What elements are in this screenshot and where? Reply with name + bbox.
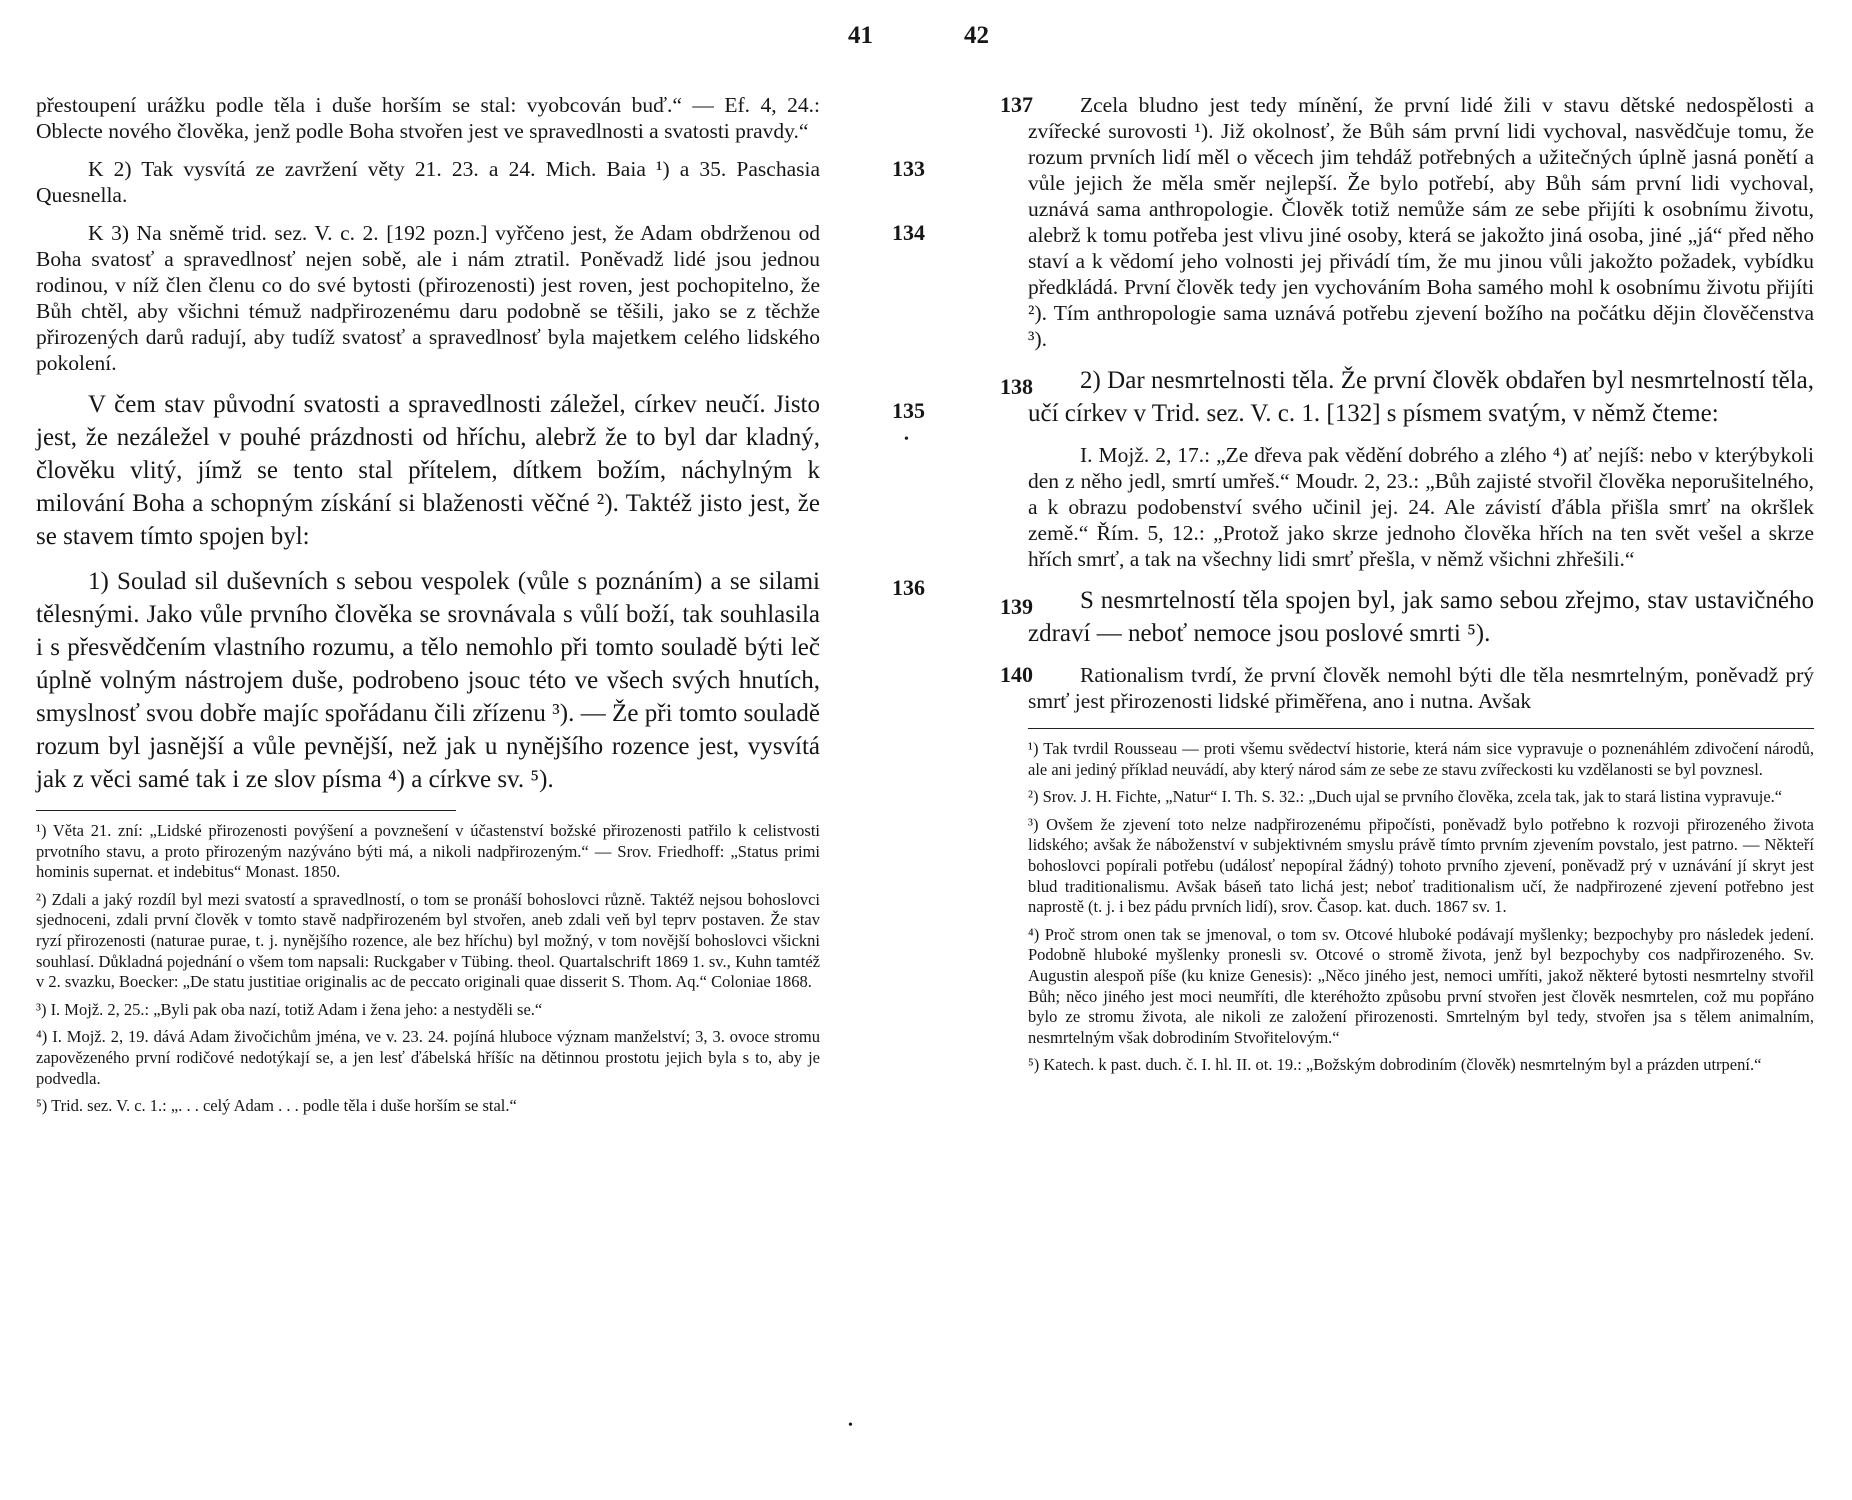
paragraph-quote [1028, 442, 1814, 572]
footnote: ²) Zdali a jaký rozdíl byl mezi svatostí a spravedlností, o tom se pronáší bohoslovci různě. Taktéž nejsou bohoslovci sjednoceni, zdali první člověk v tomto stavě nadpřirozeném byl stvořen, aneb zdali veň byl teprv postaven. Že stav ryzí přirozenosti (naturae purae, t. j. nynějšího rozence, ale bez hříchu) byl možný, v tom novější bohoslovci všickni souhlasí. Důkladná pojednání o všem tom napsali: Ruckgaber v Tübing. theol. Quartalschrift 1869 1. sv., Kuhn tamtéž v 2. svazku, Boecker: „De statu justitiae originalis ac de peccato originali quae disserit S. Thom. Aq.“ Coloniae 1868. [36, 889, 820, 992]
footnote: ³) Ovšem že zjevení toto nelze nadpřirozenému připočísti, poněvadž bylo potřebno k rozvoji přirozeného života lidského; avšak že náboženství v subjektivném smyslu právě tímto prvním zjevením povstalo, jest patrno. — Někteří bohoslovci popírali potřebu (událosť nepopíral žádný) tohoto prvního zjevení, poněvadž prý v uznávání jí skryt jest blud traditionalismu. Avšak báseň tato lichá jest; neboť traditionalism učí, že nadpřirozené zjevení potřebno jest naprostě (t. j. i bez pádu prvních lidí), srov. Časop. kat. duch. 1867 sv. 1. [1028, 814, 1814, 917]
paragraph-140 [1000, 662, 1814, 714]
page-number-left: 41 [848, 22, 873, 49]
ink-speck: • [904, 432, 909, 447]
page-number-right: 42 [964, 22, 989, 49]
paragraph-text: 1) Soulad sil duševních s sebou vespolek (vůle s poznáním) a se silami tělesnými. Jako vůle prvního člověka se srovnávala s vůlí boží, tak souhlasila i s přesvědčením vlastního rozumu, a tělo nemohlo při tomto souladě býti leč úplně volným nástrojem duše, podrobeno jsouc této ve všech svých hnutích, smyslnosť svou dobře majíc spořádanu čili zřízenu ³). — Že při tomto souladě rozum byl jasnější a vůle pevnější, než jak u nynějšího rozence jest, vysvítá jak z věci samé tak i ze slov písma ⁴) a církve sv. ⁵). [36, 568, 820, 793]
footnote: ⁴) I. Mojž. 2, 19. dává Adam živočichům jména, ve v. 23. 24. pojíná hluboce význam manželství; 3, 3. ovoce stromu zapovězeného první rodičové nedotýkají se, a jen lesť ďábelská hříšíc na dětinnou prostotu jejich byla s to, aby je podvedla. [36, 1027, 820, 1088]
footnote-separator [1028, 728, 1814, 729]
footnote: ³) I. Mojž. 2, 25.: „Byli pak oba nazí, totiž Adam i žena jeho: a nestyděli se.“ [36, 999, 543, 1019]
margin-number: 139 [1000, 594, 1033, 619]
left-page-column [36, 92, 925, 1124]
paragraph-133 [36, 156, 925, 208]
footnote: ⁵) Katech. k past. duch. č. I. hl. II. ot. 19.: „Božským dobrodiním (člověk) nesmrtelným byl a prázden utrpení.“ [1028, 1055, 1762, 1075]
paragraph-text: Rationalism tvrdí, že první člověk nemohl býti dle těla nesmrtelným, poněvadž prý smrť jest přirozenosti lidské přiměřena, ano i nutna. Avšak [1028, 663, 1814, 713]
paragraph [36, 92, 820, 144]
footnote: ⁵) Trid. sez. V. c. 1.: „. . . celý Adam . . . podle těla i duše horším se stal.“ [36, 1096, 517, 1116]
paragraph-text: I. Mojž. 2, 17.: „Ze dřeva pak vědění dobrého a zlého ⁴) ať nejíš: nebo v kterýbykoli den z něho jedl, smrtí umřeš.“ Moudr. 2, 23.: „Bůh zajisté stvořil člověka neporušitelného, a k obrazu podobenství svého učinil jej. 24. Ale závistí ďábla přišla smrť na okršlek země.“ Řím. 5, 12.: „Protož jako skrze jednoho člověka hřích na ten svět vešel a skrze hřích smrť, a tak na všechny lidi smrť přešla, v němž všichni zhřešili.“ [1028, 443, 1814, 571]
paragraph-text: K 2) Tak vysvítá ze zavržení věty 21. 23. a 24. Mich. Baia ¹) a 35. Paschasia Quesnella. [36, 157, 820, 207]
paragraph-139 [1000, 584, 1814, 650]
paragraph-text: K 3) Na sněmě trid. sez. V. c. 2. [192 pozn.] vyřčeno jest, že Adam obdrženou od Boha svatosť a spravedlnosť nejen sobě, ale i nám ztratil. Poněvadž lidé jsou jednou rodinou, v níž člen členu co do své bytosti (přirozenosti) jest roven, jest pochopitelno, že Bůh chtěl, aby všichni témuž nadpřirozenému daru podobně se těšili, jako se z těchže přirozených darů radují, aby tudíž svatosť a spravedlnosť byla majetkem celého lidského pokolení. [36, 221, 820, 375]
margin-number: 138 [1000, 374, 1033, 399]
paragraph-134 [36, 220, 925, 376]
paragraph-text: přestoupení urážku podle těla i duše horším se stal: vyobcován buď.“ — Ef. 4, 24.: Oblecte nového člověka, jenž podle Boha stvořen jest ve spravedlnosti a svatosti pravdy.“ [36, 93, 820, 143]
margin-number: 136 [892, 575, 925, 600]
margin-number: 135 [892, 398, 925, 423]
paragraph-137 [1000, 92, 1814, 352]
paragraph-text: 2) Dar nesmrtelnosti těla. Že první člověk obdařen byl nesmrtelností těla, učí církev v Trid. sez. V. c. 1. [132] s písmem svatým, v němž čteme: [1028, 367, 1814, 427]
margin-number: 134 [892, 220, 925, 245]
footnote: ¹) Tak tvrdil Rousseau — proti všemu svědectví historie, která nám sice vypravuje o poznenáhlém zdivočení národů, ale ani jediný příklad neuvádí, aby který národ sám ze sebe ze stavu zvířeckosti ku vzdělanosti se byl povznesl. [1028, 739, 1814, 779]
paragraph-text: V čem stav původní svatosti a spravedlnosti záležel, církev neučí. Jisto jest, že nezáležel v pouhé prázdnosti od hříchu, alebrž že to byl dar kladný, člověku vlitý, jímž se tento stal přítelem, dítkem božím, náchylným k milování Boha a schopným získání si blaženosti věčné ²). Taktéž jisto jest, že se stavem tímto spojen byl: [36, 391, 820, 550]
margin-number: 137 [1000, 92, 1033, 117]
ink-speck: • [848, 1418, 853, 1433]
paragraph-135 [36, 388, 925, 553]
margin-number: 140 [1000, 662, 1033, 687]
right-page-column [1000, 92, 1814, 1083]
footnote-separator [36, 810, 456, 811]
paragraph-text: S nesmrtelností těla spojen byl, jak samo sebou zřejmo, stav ustavičného zdraví — neboť nemoce jsou poslové smrti ⁵). [1028, 587, 1814, 647]
footnote: ¹) Věta 21. zní: „Lidské přirozenosti povýšení a povznešení v účastenství božské přirozenosti patřilo k celistvosti prvotního stavu, a proto přirozeným nazýváno býti má, a nikoli nadpřirozeným.“ — Srov. Friedhoff: „Status primi hominis supernat. et indebitus“ Monast. 1850. [36, 821, 820, 882]
paragraph-138 [1000, 364, 1814, 430]
paragraph-text: Zcela bludno jest tedy mínění, že první lidé žili v stavu dětské nedospělosti a zvířecké surovosti ¹). Již okolnosť, že Bůh sám první lidi vychoval, nasvědčuje tomu, že rozum prvních lidí měl o věcech jim tehdáž potřebných a užitečných úplně jasná ponětí a vůle jejich že měla směr nejlepší. Že bylo potřebí, aby Bůh sám první lidi vychoval, uznává sama anthropologie. Člověk totiž nemůže sám ze sebe přijíti k osobnímu životu, alebrž k tomu potřeba jest vlivu jiné osoby, která se jakožto jiná osoba, jiné „já“ před něho staví a k vědomí jeho volnosti jej přivádí tím, že mu jinou vůli jakožto požadek, vybídku předkládá. První člověk tedy jen vychováním Boha samého mohl k osobnímu životu přijíti ²). Tím anthropologie sama uznává potřebu zjevení božího na počátku dějin člověčenstva ³). [1028, 93, 1814, 351]
margin-number: 133 [892, 156, 925, 181]
paragraph-136 [36, 565, 925, 796]
footnote: ²) Srov. J. H. Fichte, „Natur“ I. Th. S. 32.: „Duch ujal se prvního člověka, zcela tak, jak to stará listina vypravuje.“ [1028, 787, 1783, 807]
footnote: ⁴) Proč strom onen tak se jmenoval, o tom sv. Otcové hluboké podávají myšlenky; bezpochyby pro následek jedení. Podobně hluboké myšlenky pronesli sv. Otcové o stromě života, jenž byl bezpochyby cos nadpřirozeného. Sv. Augustin alespoň píše (ku knize Genesis): „Něco jiného jest, nemoci umříti, jakož některé bytosti nesmrtelny stvořil Bůh; něco jiného jest moci neumříti, dle kteréhožto způsobu první stvořen jest člověk nesmrtelen, což mu popřáno bylo ze stromu života, ale nikoli ze založení přirozenosti. Smrtelným byl tedy, stvořen jsa s tělem animalním, nesmrtelným však dobrodiním Stvořitelovým.“ [1028, 924, 1814, 1047]
